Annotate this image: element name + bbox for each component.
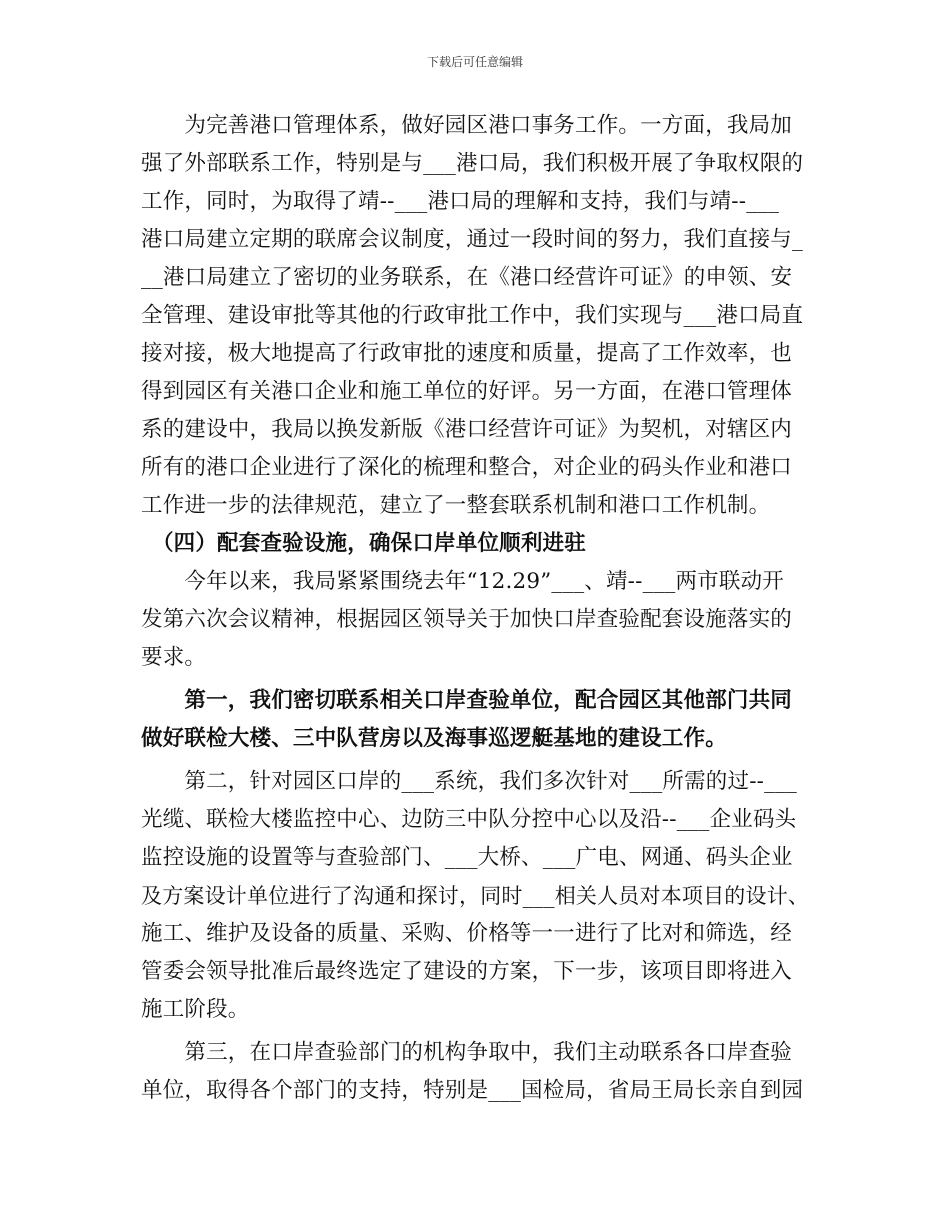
- paragraph-line: 要求。: [141, 645, 207, 670]
- paragraph-line: 监控设施的设置等与查验部门、___大桥、___广电、网通、码头企业: [141, 845, 793, 870]
- paragraph-line: 全管理、建设审批等其他的行政审批工作中，我们实现与___港口局直: [141, 303, 804, 328]
- section-heading: （四）配套查验设施，确保口岸单位顺利进驻: [141, 531, 586, 556]
- paragraph-line: 接对接，极大地提高了行政审批的速度和质量，提高了工作效率，也: [141, 341, 793, 366]
- paragraph-line: 及方案设计单位进行了沟通和探讨，同时___相关人员对本项目的设计、: [141, 884, 810, 908]
- paragraph-line: 管委会领导批准后最终选定了建设的方案，下一步，该项目即将进入: [141, 959, 793, 984]
- paragraph-line: 施工阶段。: [141, 997, 250, 1022]
- page-header-note: 下载后可任意编辑: [426, 55, 523, 69]
- bold-paragraph-line: 做好联检大楼、三中队营房以及海事巡逻艇基地的建设工作。: [141, 726, 727, 751]
- paragraph-line: 第二，针对园区口岸的___系统，我们多次针对___所需的过--___: [141, 769, 797, 794]
- paragraph-line: 第三，在口岸查验部门的机构争取中，我们主动联系各口岸查验: [141, 1040, 793, 1065]
- paragraph-line: 单位，取得各个部门的支持，特别是___国检局，省局王局长亲自到园: [141, 1078, 804, 1103]
- paragraph-line: 发第六次会议精神，根据园区领导关于加快口岸查验配套设施落实的: [141, 607, 793, 632]
- paragraph-line: __港口局建立了密切的业务联系，在《港口经营许可证》的申领、安: [141, 265, 793, 290]
- paragraph-line: 光缆、联检大楼监控中心、边防三中队分控中心以及沿--___企业码头: [141, 807, 797, 832]
- paragraph-line: 工作，同时，为取得了靖--___港口局的理解和支持，我们与靖--___: [141, 189, 780, 214]
- paragraph-line: 为完善港口管理体系，做好园区港口事务工作。一方面，我局加: [141, 113, 793, 138]
- paragraph-line: 港口局建立定期的联席会议制度，通过一段时间的努力，我们直接与_: [141, 227, 803, 252]
- paragraph-line: 强了外部联系工作，特别是与___港口局，我们积极开展了争取权限的: [141, 151, 804, 176]
- paragraph-line: 今年以来，我局紧紧围绕去年“12.29”___、靖--___两市联动开: [141, 569, 784, 594]
- paragraph-line: 工作进一步的法律规范，建立了一整套联系机制和港口工作机制。: [141, 493, 771, 518]
- paragraph-line: 所有的港口企业进行了深化的梳理和整合，对企业的码头作业和港口: [141, 455, 793, 480]
- paragraph-line: 得到园区有关港口企业和施工单位的好评。另一方面，在港口管理体: [141, 379, 793, 404]
- paragraph-line: 施工、维护及设备的质量、采购、价格等一一进行了比对和筛选，经: [141, 921, 793, 946]
- bold-paragraph-line: 第一，我们密切联系相关口岸查验单位，配合园区其他部门共同: [141, 688, 793, 713]
- paragraph-line: 系的建设中，我局以换发新版《港口经营许可证》为契机，对辖区内: [141, 417, 793, 442]
